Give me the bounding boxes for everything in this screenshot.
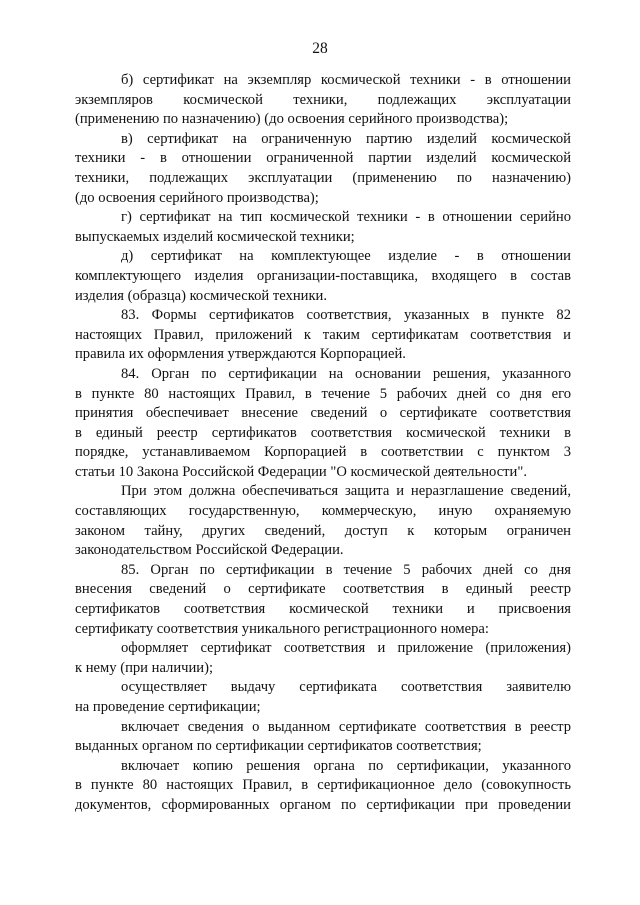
text-line: на проведение сертификации; bbox=[75, 699, 261, 715]
text-line: включает копию решения органа по сертификации, указанного bbox=[121, 757, 571, 774]
text-line: выпускаемых изделий космической техники; bbox=[75, 228, 355, 245]
text-line: экземпляров космической техники, подлежащих эксплуатации bbox=[75, 91, 571, 108]
text-line: законодательством Российской Федерации. bbox=[75, 542, 344, 559]
text-line: принятия обеспечивает внесение сведений о сертификате соответствия bbox=[75, 405, 571, 422]
text-line: осуществляет выдачу сертификата соответствия заявителю bbox=[121, 679, 571, 696]
text-line: (до освоения серийного производства); bbox=[75, 189, 319, 206]
text-line: законом тайну, других сведений, доступ к которым ограничен bbox=[75, 522, 571, 539]
text-line: д) сертификат на комплектующее изделие - в отношении bbox=[121, 248, 571, 265]
text-line: в) сертификат на ограниченную партию изделий космической bbox=[121, 130, 571, 147]
text-line: настоящих Правил, приложений к таким сертификатам соответствия и bbox=[75, 326, 571, 343]
text-line: в пункте 80 настоящих Правил, в сертификационное дело (совокупность bbox=[75, 777, 571, 794]
text-line: 84. Орган по сертификации на основании решения, указанного bbox=[121, 365, 571, 382]
text-line: в пункте 80 настоящих Правил, в течение 5 рабочих дней со дня его bbox=[75, 385, 571, 402]
text-line: сертификатов соответствия космической техники и присвоения bbox=[75, 601, 571, 618]
text-line: При этом должна обеспечиваться защита и неразглашение сведений, bbox=[121, 483, 571, 500]
text-line: документов, сформированных органом по сертификации при проведении bbox=[75, 796, 571, 813]
page-number: 28 bbox=[312, 40, 328, 57]
text-line: техники, подлежащих эксплуатации (применению по назначению) bbox=[75, 169, 571, 186]
text-line: включает сведения о выданном сертификате соответствия в реестр bbox=[121, 718, 571, 735]
text-line: техники - в отношении ограниченной партии изделий космической bbox=[75, 150, 571, 167]
text-line: 83. Формы сертификатов соответствия, указанных в пункте 82 bbox=[121, 307, 571, 324]
text-line: внесения сведений о сертификате соответствия в единый реестр bbox=[75, 581, 571, 598]
text-line: оформляет сертификат соответствия и приложение (приложения) bbox=[121, 640, 571, 657]
text-line: порядке, устанавливаемом Корпорацией в соответствии с пунктом 3 bbox=[75, 444, 571, 461]
text-line: 85. Орган по сертификации в течение 5 рабочих дней со дня bbox=[121, 561, 571, 578]
text-line: выданных органом по сертификации сертификатов соответствия; bbox=[75, 738, 482, 755]
text-line: в единый реестр сертификатов соответствия космической техники в bbox=[75, 424, 571, 441]
body-text bbox=[75, 71, 571, 816]
text-line: изделия (образца) космической техники. bbox=[75, 287, 328, 304]
text-line: б) сертификат на экземпляр космической техники - в отношении bbox=[121, 72, 571, 88]
text-line: статьи 10 Закона Российской Федерации "О космической деятельности". bbox=[75, 463, 527, 480]
text-line: г) сертификат на тип космической техники - в отношении серийно bbox=[121, 209, 571, 226]
text-line: (применению по назначению) (до освоения серийного производства); bbox=[75, 111, 509, 128]
text-line: комплектующего изделия организации-поставщика, входящего в состав bbox=[75, 267, 571, 284]
text-line: сертификату соответствия уникального регистрационного номера: bbox=[75, 620, 489, 637]
text-line: правила их оформления утверждаются Корпорацией. bbox=[75, 346, 406, 363]
text-line: составляющих государственную, коммерческую, иную охраняемую bbox=[75, 503, 571, 520]
text-line: к нему (при наличии); bbox=[75, 659, 214, 676]
